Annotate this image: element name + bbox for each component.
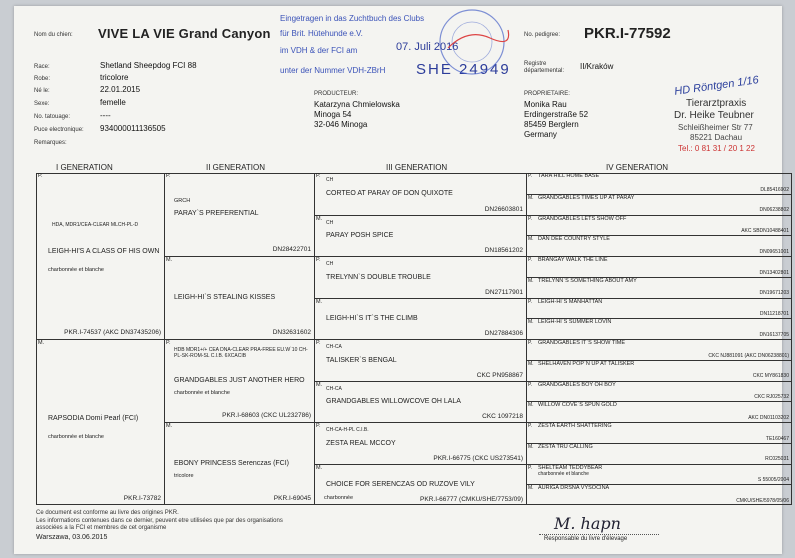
sex-marker: M.: [528, 443, 534, 450]
pedigree-cell: [164, 339, 314, 422]
producer-line-2: Minoga 54: [314, 110, 352, 119]
sex-marker: P.: [528, 423, 533, 429]
pedigree-cell: [314, 173, 526, 215]
sex-marker: M.: [528, 194, 534, 201]
stamp-line-3: im VDH & der FCI am: [280, 46, 358, 55]
pedigree-cell: [526, 422, 792, 443]
robe-value: tricolore: [100, 73, 129, 82]
pedigree-number: PKR.I-77592: [584, 25, 671, 42]
pedigree-cell: [314, 381, 526, 423]
title-label: CH-CA: [326, 385, 342, 392]
vet-stamp-line-1: Tierarztpraxis: [686, 98, 747, 109]
pedigree-cell: [526, 464, 792, 485]
owner-line-3: 85459 Berglern: [524, 120, 579, 129]
pedigree-cell: [526, 339, 792, 360]
pedigree-label: No. pedigree:: [524, 32, 561, 38]
sex-label: Sexe:: [34, 101, 50, 107]
color-label: charbonnée et blanche: [538, 470, 589, 477]
pedigree-cell: [526, 256, 792, 277]
pedigree-cell: [526, 381, 792, 402]
pedigree-cell: [526, 215, 792, 236]
registration-number: DN16137705: [759, 331, 789, 338]
registration-number: DN19671203: [759, 290, 789, 297]
pedigree-cell: [164, 422, 314, 505]
tattoo-value: ----: [100, 111, 111, 120]
registration-number: AKC DN01103202: [748, 414, 789, 421]
dog-name: SHELTEAM TEDDYBEAR: [538, 464, 603, 471]
title-label: CH: [326, 261, 334, 267]
pedigree-cell: [314, 339, 526, 381]
color-label: charbonnée et blanche: [174, 390, 230, 397]
gen-3-header: III GENERATION: [386, 163, 448, 172]
gen-4-header: IV GENERATION: [606, 163, 669, 172]
race-value: Shetland Sheepdog FCI 88: [100, 61, 197, 70]
pedigree-cell: [526, 298, 792, 319]
tattoo-label: No. tatouage:: [34, 114, 71, 120]
sex-marker: P.: [528, 215, 533, 222]
producer-line-1: Katarzyna Chmielowska: [314, 100, 400, 109]
dog-name: ZESTA EARTH SHATTERING: [538, 423, 612, 429]
color-label: tricolore: [174, 473, 194, 480]
remarks-label: Remarques:: [34, 140, 67, 146]
stamp-line-1: Eingetragen in das Zuchtbuch des Clubs: [280, 14, 425, 23]
sex-marker: M.: [528, 319, 534, 326]
dog-name: GRANDGABLES IT`S SHOW TIME: [538, 340, 625, 346]
stamp-line-2: für Brit. Hütehunde e.V.: [280, 29, 363, 38]
dog-name: EBONY PRINCESS Serenczas (FCI): [174, 460, 290, 468]
pedigree-cell: [526, 194, 792, 215]
birth-label: Né le:: [34, 88, 50, 94]
pedigree-document: [14, 6, 789, 554]
pedigree-cell: [164, 256, 314, 339]
color-label: charbonnée et blanche: [48, 433, 104, 440]
registration-number: DN11218701: [759, 311, 789, 317]
title-label: CH: [326, 177, 334, 183]
registration-number: DN26603801: [484, 205, 523, 213]
dog-name: CORTEO AT PARAY OF DON QUIXOTE: [326, 189, 453, 197]
sex-marker: P.: [316, 257, 321, 263]
footer-note-3: associées a la FCI et membres de cet organisme: [36, 525, 167, 531]
pedigree-cell: [314, 422, 526, 464]
footer-note-2: Les informations contenues dans ce dernier, peuvent etre utilisées que par des organisations: [36, 517, 283, 524]
vet-stamp-line-3: Schleißheimer Str 77: [678, 123, 753, 132]
owner-line-1: Monika Rau: [524, 100, 567, 109]
dog-name: CHOICE FOR SERENCZAS OD RUZOVE VILY: [326, 481, 475, 489]
dog-name: SHELHAVEN POP`N UP AT TALISKER: [538, 360, 635, 367]
registration-number: PKR.I-69045: [273, 495, 311, 503]
stamp-line-4: unter der Nummer VDH-ZBrH: [280, 66, 386, 75]
dog-name: LEIGH-HI`S SUMMER LOVIN: [538, 319, 612, 326]
birth-value: 22.01.2015: [100, 85, 141, 94]
registration-number: S 55005/2004: [757, 477, 789, 483]
registration-number: CKC 1097218: [482, 413, 523, 421]
sex-marker: P.: [316, 340, 321, 346]
footer-note-1: Ce document est conforme au livre des origines PKR.: [36, 510, 179, 516]
name-label: Nom du chien:: [34, 32, 73, 38]
registration-number: PKR.I-68603 (CKC UL232786): [222, 412, 311, 420]
stamp-date: 07. Juli 2016: [396, 41, 459, 53]
pedigree-cell: [526, 318, 792, 339]
vet-stamp-line-2: Dr. Heike Teubner: [674, 110, 754, 121]
producer-label: PRODUCTEUR:: [314, 91, 359, 97]
dog-name: PARAY`S PREFERENTIAL: [174, 210, 259, 218]
producer-line-3: 32-046 Minoga: [314, 120, 368, 129]
dog-name: TALISKER`S BENGAL: [326, 356, 397, 364]
sex-marker: M.: [316, 464, 323, 471]
dog-name: BRANGAY WALK THE LINE: [538, 257, 608, 263]
registry-label: Registre départemental:: [524, 61, 565, 75]
stamp-number: SHE 24949: [416, 61, 511, 78]
title-label: CH-CA-H-PL C.I.B.: [326, 427, 369, 433]
registration-number: PKR.I-73782: [123, 495, 161, 503]
sex-marker: M.: [166, 423, 173, 429]
registration-number: DN28422701: [272, 246, 311, 254]
title-label: CH-CA: [326, 344, 342, 350]
chip-label: Puce electronique:: [34, 127, 84, 133]
health-results: HDA, MDR1/CEA-CLEAR MLCH-PL-D: [52, 222, 139, 228]
registration-number: DN18561202: [484, 247, 523, 255]
dog-name: RAPSODIA Domi Pearl (FCI): [48, 414, 139, 422]
registration-number: CKC MY861830: [752, 373, 789, 380]
sex-marker: P.: [528, 381, 533, 388]
sex-marker: P.: [316, 423, 321, 429]
sex-marker: P.: [528, 340, 533, 346]
registration-number: DN09651001: [759, 248, 789, 255]
sex-marker: P.: [38, 173, 43, 179]
pedigree-cell: [526, 235, 792, 256]
sex-value: femelle: [100, 98, 126, 107]
sex-marker: M.: [316, 381, 323, 388]
registry-value: II/Kraków: [580, 62, 614, 71]
pedigree-cell: [526, 360, 792, 381]
pedigree-cell: [314, 256, 526, 298]
dog-name: AURIGA DRSNA VYSOCINA: [538, 485, 610, 492]
registration-number: PKR.I-74537 (AKC DN37435206): [64, 329, 161, 337]
dog-name: LEIGH-HI`S MANHATTAN: [538, 298, 603, 305]
place-date: Warszawa, 03.06.2015: [36, 534, 108, 541]
gen-1-header: I GENERATION: [56, 163, 113, 172]
dog-name: VIVE LA VIE Grand Canyon: [98, 26, 271, 41]
pedigree-cell: [314, 298, 526, 340]
round-stamp-icon: [428, 8, 516, 82]
dog-name: GRANDGABLES TIMES UP AT PARAY: [538, 194, 635, 201]
footer-notes: [36, 510, 283, 533]
sex-marker: P.: [528, 464, 533, 471]
title-label: CH: [326, 219, 334, 226]
pedigree-cell: [526, 173, 792, 194]
signature: M. hapn: [554, 514, 621, 533]
pedigree-cell: [314, 215, 526, 257]
registration-number: CKC PN958867: [476, 371, 523, 379]
dog-name: DAN DEE COUNTRY STYLE: [538, 236, 610, 243]
dog-name: WILLOW COVE`S SPUN GOLD: [538, 402, 617, 409]
registration-number: CKC NJ881091 (AKC DN06238801): [708, 352, 789, 359]
health-results: HDB MDR1+/+ CEA DNA-CLEAR PRA-FREE EU.W`10 CH-PL-SK-ROM-SL C.I.B. 6XCACIB: [174, 347, 308, 359]
registration-number: DN27117901: [485, 288, 523, 296]
chip-value: 934000011136505: [100, 124, 166, 133]
dog-name: TRELYNN`S DOUBLE TROUBLE: [326, 273, 431, 281]
owner-line-4: Germany: [524, 130, 557, 139]
registration-number: TE160467: [765, 435, 789, 442]
registration-number: DN32631602: [272, 329, 311, 337]
pedigree-cell: [526, 443, 792, 464]
dog-name: ZESTA TRU CALLING: [538, 443, 593, 450]
pedigree-cell: [164, 173, 314, 256]
pedigree-cell: [526, 277, 792, 298]
color-label: charbonnée: [324, 495, 354, 501]
sex-marker: M.: [528, 236, 534, 243]
pedigree-cell: [526, 401, 792, 422]
dog-name: TRELYNN`S SOMETHING ABOUT AMY: [538, 277, 637, 284]
pedigree-cell: [526, 484, 792, 505]
dog-name: ZESTA REAL MCCOY: [326, 439, 396, 447]
dog-name: GRANDGABLES WILLOWCOVE OH LALA: [326, 398, 461, 406]
dog-name: GRANDGABLES BOY OH BOY: [538, 381, 616, 388]
dog-name: LEIGH-HI`S IT`S THE CLIMB: [326, 315, 418, 323]
pedigree-cell: [36, 173, 164, 339]
registration-number: CMKU/SHE/5978/05/06: [736, 497, 789, 504]
registration-number: RC025031: [765, 456, 789, 463]
sex-marker: M.: [166, 257, 173, 263]
race-label: Race:: [34, 64, 50, 70]
sex-marker: M.: [528, 277, 534, 284]
responsible-label: Responsable du livre d'élevage: [544, 536, 628, 542]
robe-label: Robe:: [34, 76, 51, 82]
registration-number: PKR.I-66777 (CMKU/SHE/7753/09): [420, 496, 523, 504]
gen-2-header: II GENERATION: [206, 163, 265, 172]
pedigree-cell: [36, 339, 164, 505]
sex-marker: M.: [316, 215, 323, 222]
sex-marker: P.: [528, 173, 533, 179]
registration-number: PKR.I-66775 (CKC US273541): [433, 454, 523, 462]
color-label: charbonnée et blanche: [48, 266, 104, 273]
sex-marker: P.: [166, 340, 171, 346]
sex-marker: P.: [166, 173, 171, 179]
pedigree-cell: [314, 464, 526, 506]
registration-number: DN13402801: [759, 269, 789, 276]
dog-name: LEIGH-HI`S STEALING KISSES: [174, 294, 276, 302]
registration-number: DN27884306: [484, 330, 523, 338]
registration-number: CKC RJ025732: [754, 394, 789, 400]
sex-marker: P.: [316, 173, 321, 179]
owner-label: PROPRIETAIRE:: [524, 91, 570, 97]
registration-number: AKC SBDN10488401: [741, 228, 789, 234]
vet-stamp-line-4: 85221 Dachau: [690, 133, 743, 142]
title-label: GRCH: [174, 198, 191, 204]
sex-marker: M.: [528, 485, 534, 492]
sex-marker: P.: [528, 298, 533, 305]
registration-number: DN06238802: [759, 207, 789, 214]
sex-marker: M.: [316, 298, 323, 305]
pedigree-table: [36, 163, 792, 505]
sex-marker: P.: [528, 257, 533, 263]
sex-marker: M.: [528, 360, 534, 367]
sex-marker: M.: [38, 340, 45, 346]
dog-name: GRANDGABLES LETS SHOW OFF: [538, 215, 627, 222]
vet-handwritten-note: HD Röntgen 1/16: [673, 74, 760, 98]
vet-stamp-line-5: Tel.: 0 81 31 / 20 1 22: [678, 144, 755, 153]
dog-name: PARAY POSH SPICE: [326, 232, 394, 240]
dog-name: LEIGH-HI'S A CLASS OF HIS OWN: [48, 247, 160, 255]
vdh-registration-stamp: [276, 8, 512, 82]
registration-number: DL85416902: [760, 186, 789, 193]
owner-line-2: Erdingerstraße 52: [524, 110, 589, 119]
sex-marker: M.: [528, 402, 534, 409]
dog-name: TARA HILL HOME BASE: [538, 173, 600, 179]
dog-name: GRANDGABLES JUST ANOTHER HERO: [174, 377, 305, 385]
